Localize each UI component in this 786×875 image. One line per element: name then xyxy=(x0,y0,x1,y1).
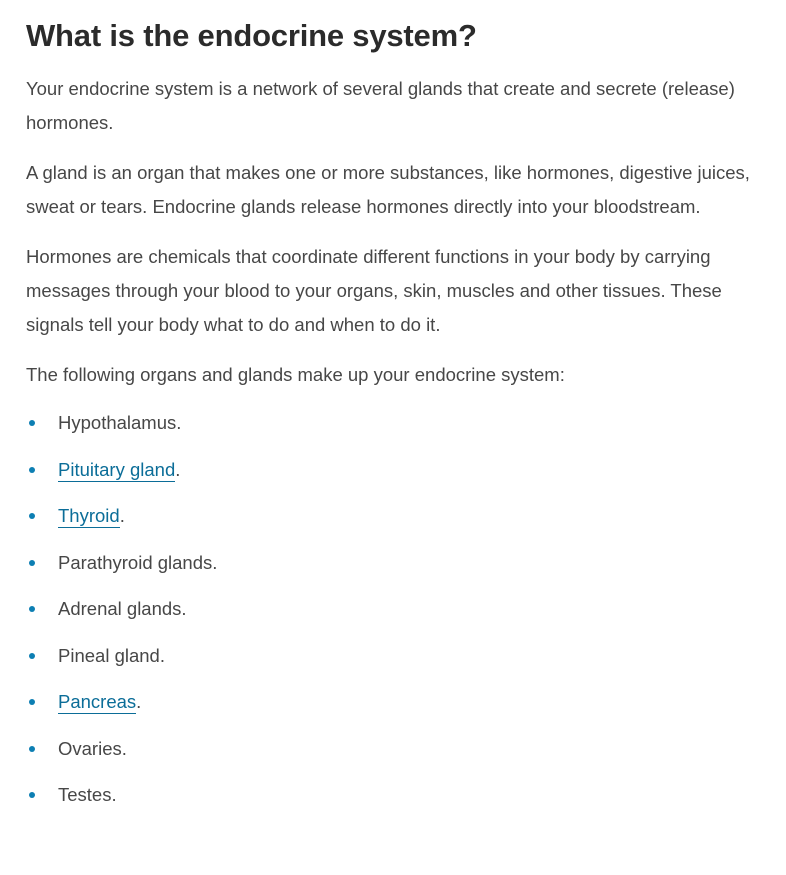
pituitary-gland-link[interactable]: Pituitary gland xyxy=(58,458,176,480)
bullet-icon xyxy=(29,467,35,473)
bullet-icon xyxy=(29,606,35,612)
list-item-suffix: . xyxy=(111,784,117,805)
list-item-pancreas xyxy=(26,685,760,719)
bullet-icon xyxy=(29,513,35,519)
list-item-parathyroid-glands xyxy=(26,546,760,580)
list-item-testes xyxy=(26,778,760,812)
list-item-suffix: . xyxy=(121,737,127,759)
list-item-suffix: . xyxy=(212,551,218,573)
list-item-ovaries xyxy=(26,732,760,766)
list-item-pituitary-gland xyxy=(26,453,760,487)
list-item-pineal-gland xyxy=(26,639,760,673)
paragraph-list-intro: The following organs and glands make up your endocrine system: xyxy=(26,364,565,385)
list-item-suffix: . xyxy=(119,505,125,526)
list-item-hypothalamus xyxy=(26,406,760,440)
list-item-text: Testes xyxy=(58,784,112,805)
bullet-icon xyxy=(29,560,35,566)
bullet-icon xyxy=(29,699,35,705)
page-title: What is the endocrine system? xyxy=(26,18,477,53)
list-item-text: Hypothalamus xyxy=(58,412,177,433)
paragraph-gland-definition: A gland is an organ that makes one or more substances, like hormones, digestive juices, sweat or tears. Endocrine glands release hormones directly into your bloodstream. xyxy=(26,162,750,217)
list-item-adrenal-glands xyxy=(26,592,760,626)
list-item-text: Pineal gland xyxy=(58,644,160,666)
bullet-icon xyxy=(29,653,35,659)
thyroid-link[interactable]: Thyroid xyxy=(58,505,120,526)
list-item-thyroid xyxy=(26,499,760,533)
list-item-suffix: . xyxy=(136,691,142,712)
pancreas-link[interactable]: Pancreas xyxy=(58,691,137,712)
list-item-suffix: . xyxy=(159,644,165,666)
bullet-icon xyxy=(29,792,35,798)
bullet-icon xyxy=(29,746,35,752)
paragraph-hormones-definition: Hormones are chemicals that coordinate different functions in your body by carrying messages through your blood to your organs, skin, muscles and other tissues. These signals tell your body what to do and when to do it. xyxy=(26,246,722,335)
list-item-text: Adrenal glands xyxy=(58,598,182,619)
list-item-text: Parathyroid glands xyxy=(58,551,213,573)
bullet-icon xyxy=(29,420,35,426)
list-item-suffix: . xyxy=(181,598,187,619)
paragraph-intro: Your endocrine system is a network of several glands that create and secrete (release) hormones. xyxy=(26,78,735,133)
list-item-suffix: . xyxy=(176,412,182,433)
list-item-text: Ovaries xyxy=(58,737,122,759)
gland-list xyxy=(26,406,760,812)
list-item-suffix: . xyxy=(175,458,181,480)
